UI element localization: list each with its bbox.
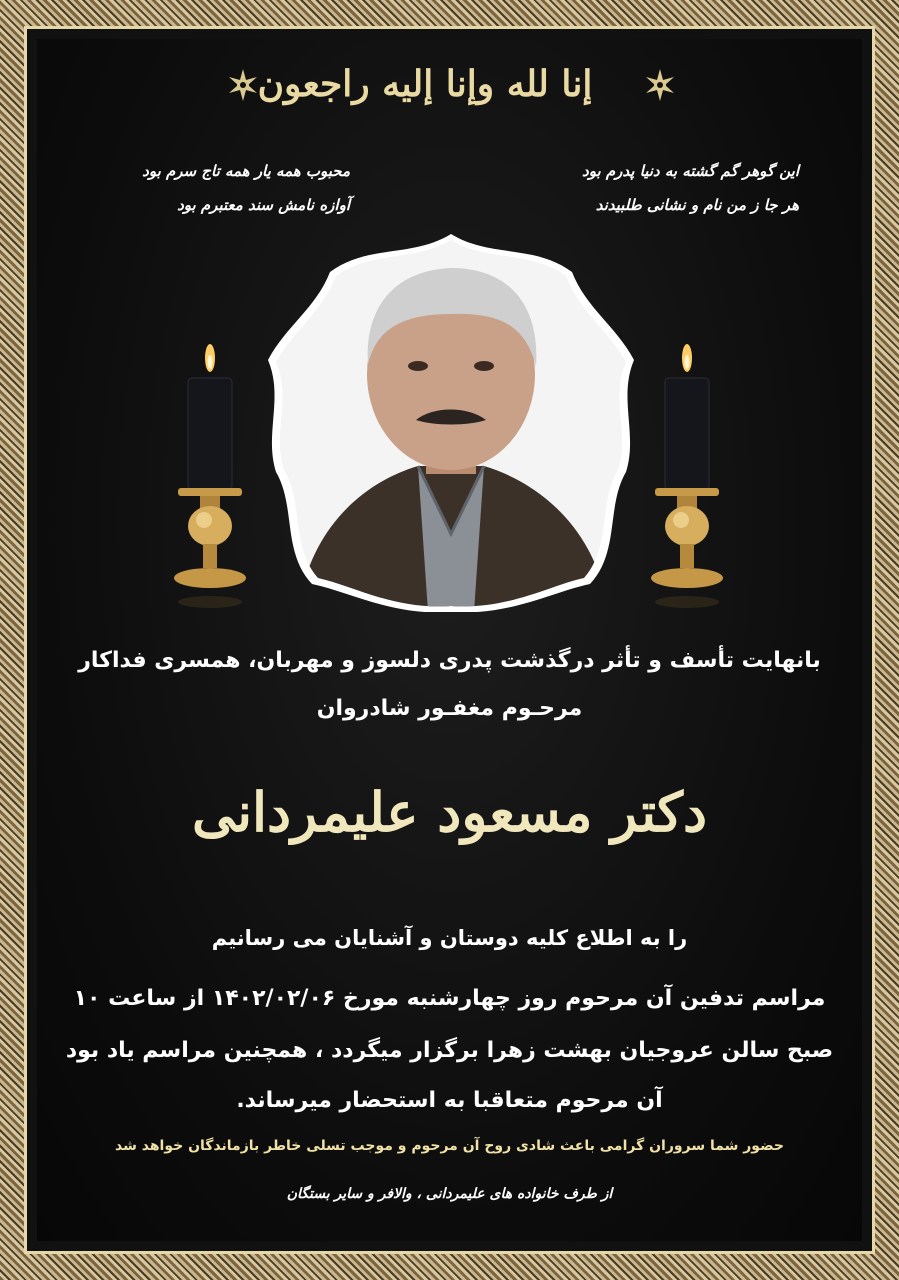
portrait-photo <box>268 234 634 612</box>
poem-left <box>90 154 350 222</box>
presence-line: حضور شما سروران گرامی باعث شادی روح آن مرحوم و موجب تسلی خاطر بازماندگان خواهد شد <box>115 1138 784 1154</box>
poem-left-line-1: محبوب همه یار همه تاج سرم بود <box>142 162 350 180</box>
intro-line-1: بانهایت تأسف و تأثر درگذشت پدری دلسوز و مهربان، همسری فداکار <box>78 648 821 673</box>
ceremony-line-2: صبح سالن عروجیان بهشت زهرا برگزار میگردد ، همچنین مراسم یاد بود <box>65 1038 834 1063</box>
candle-left-icon <box>170 340 250 620</box>
deceased-name: دکتر مسعود علیمردانی <box>191 780 708 844</box>
ceremony-line-1: مراسم تدفین آن مرحوم روز چهارشنبه مورخ ۱۴۰۲/۰۲/۰۶ از ساعت ۱۰ <box>73 986 826 1011</box>
candle-right-icon <box>647 340 727 620</box>
signature-line: از طرف خانواده های علیمردانی ، والافر و سایر بستگان <box>286 1186 613 1202</box>
poem-right-line-1: این گوهر گم گشته به دنیا پدرم بود <box>582 162 799 180</box>
quran-verse-header: إنا لله وإنا إليه راجعون <box>257 63 593 105</box>
inform-line: را به اطلاع کلیه دوستان و آشنایان می رسانیم <box>211 926 688 950</box>
intro-line-2: مرحـوم مغفـور شادروان <box>316 696 583 721</box>
poem-right-line-2: هر جا ز من نام و نشانی طلبیدند <box>595 196 799 214</box>
poem-right <box>499 154 799 222</box>
poem-left-line-2: آوازه نامش سند معتبرم بود <box>177 196 350 214</box>
ceremony-line-3: آن مرحوم متعاقبا به استحضار میرساند. <box>236 1088 663 1113</box>
rosette-right-icon <box>643 68 677 102</box>
